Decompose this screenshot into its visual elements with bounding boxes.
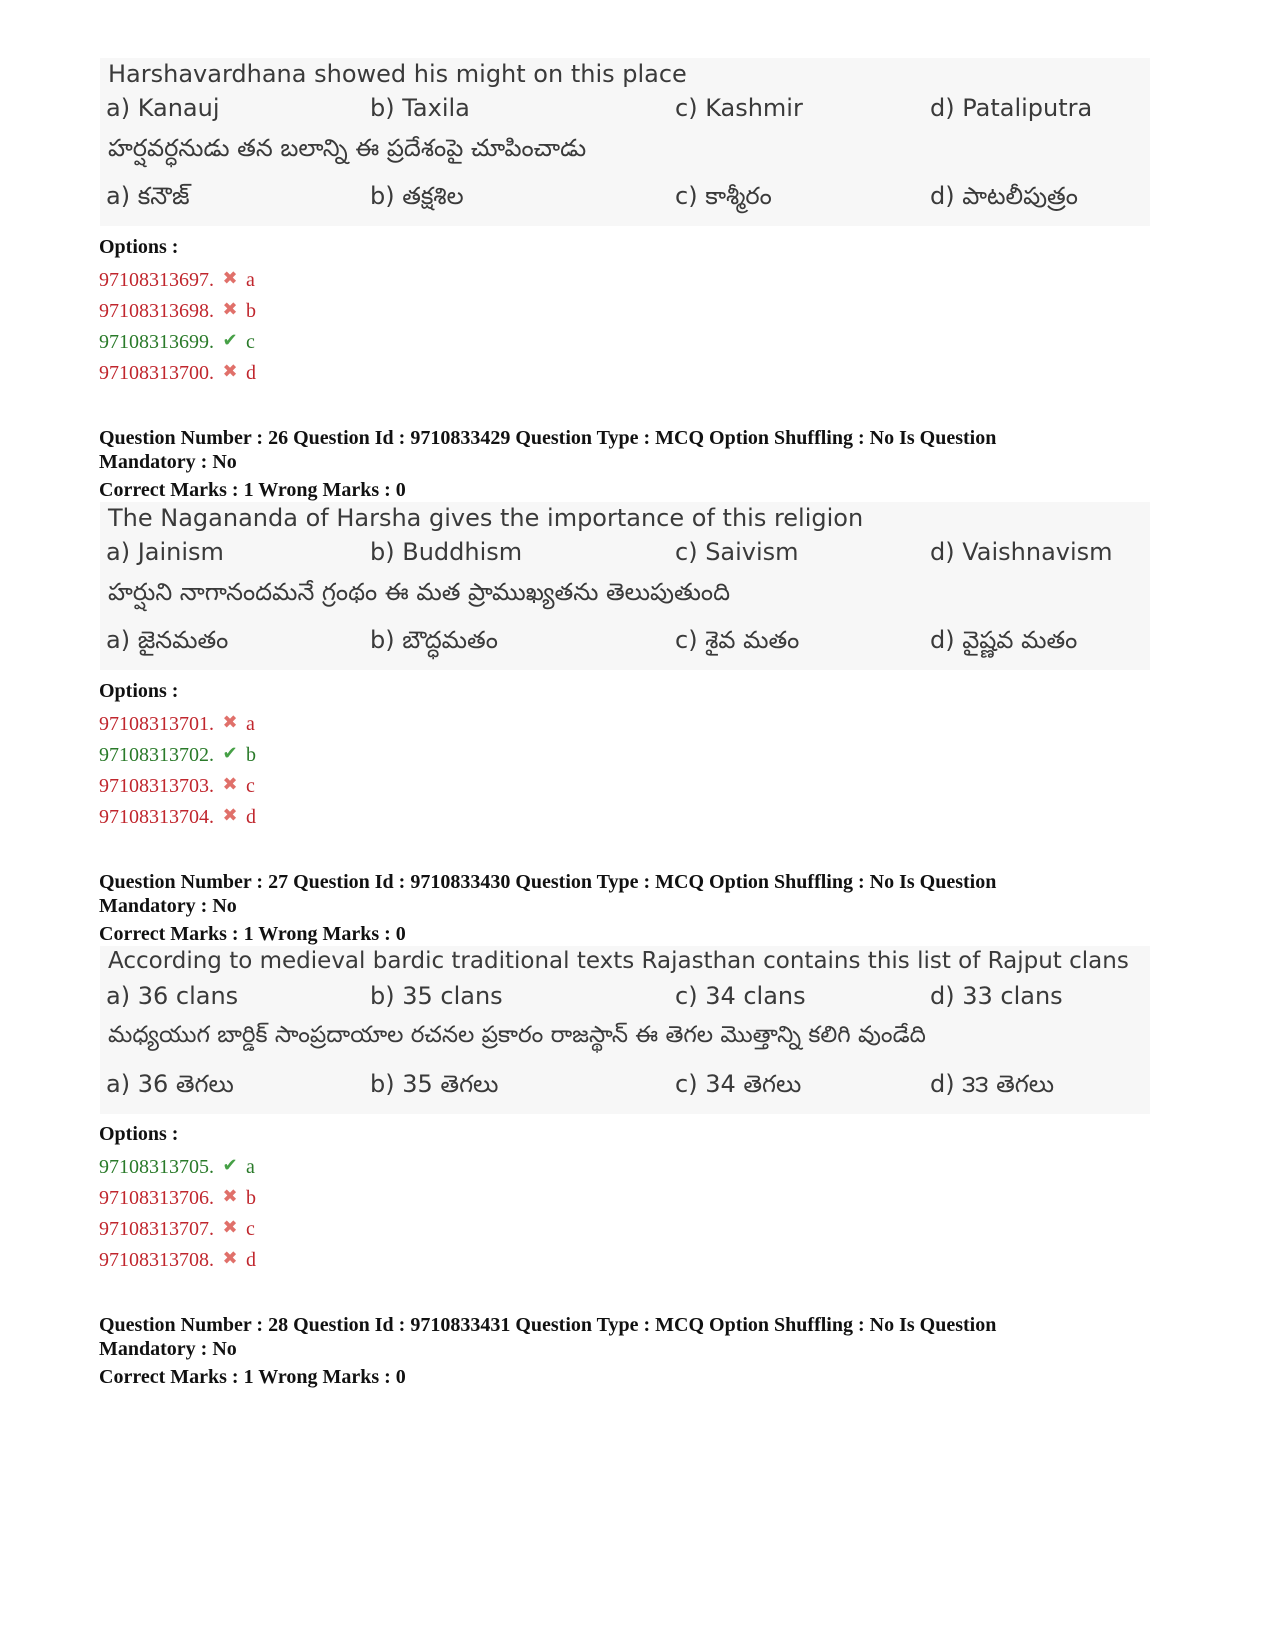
question-stem-telugu: హర్షవర్ధనుడు తన బలాన్ని ఈ ప్రదేశంపై చూపించాడు [108, 134, 587, 162]
question-stem-telugu: మధ్యయుగ బార్డిక్ సాంప్రదాయాల రచనల ప్రకారం రాజస్థాన్ ఈ తెగల మొత్తాన్ని కలిగి వుండేది [108, 1022, 926, 1048]
cross-mark-icon: ✖ [222, 805, 238, 825]
options-label: Options : [99, 680, 179, 702]
option-row [99, 1153, 255, 1179]
cross-mark-icon: ✖ [222, 268, 238, 288]
question-marks: Correct Marks : 1 Wrong Marks : 0 [99, 923, 406, 945]
option-english-b: b) 35 clans [370, 982, 503, 1010]
option-row [99, 741, 256, 767]
option-english-d: d) Pataliputra [930, 94, 1093, 122]
option-row [99, 1184, 256, 1210]
option-telugu-b: b) 35 తెగలు [370, 1070, 499, 1098]
check-mark-icon: ✔ [222, 330, 238, 350]
option-english-c: c) 34 clans [675, 982, 806, 1010]
option-id: 97108313705. [99, 1156, 214, 1178]
question-header-mandatory: Mandatory : No [99, 895, 237, 917]
cross-mark-icon: ✖ [222, 1217, 238, 1237]
option-row [99, 803, 256, 829]
option-letter: c [246, 1218, 255, 1240]
option-letter: b [246, 744, 256, 766]
option-telugu-d: d) పాటలీపుత్రం [930, 182, 1078, 210]
question-image [100, 946, 1150, 1114]
option-row [99, 1246, 256, 1272]
option-english-b: b) Buddhism [370, 538, 523, 566]
option-id: 97108313699. [99, 331, 214, 353]
option-telugu-a: a) జైనమతం [106, 626, 229, 654]
option-telugu-c: c) 34 తెగలు [675, 1070, 802, 1098]
option-english-d: d) 33 clans [930, 982, 1063, 1010]
option-english-a: a) Jainism [106, 538, 224, 566]
cross-mark-icon: ✖ [222, 1248, 238, 1268]
option-telugu-a: a) కనౌజ్ [106, 182, 190, 210]
question-stem-english: The Nagananda of Harsha gives the importance of this religion [108, 504, 864, 532]
option-id: 97108313704. [99, 806, 214, 828]
option-telugu-d: d) ౩౩ తెగలు [930, 1070, 1055, 1098]
question-image [100, 58, 1150, 226]
option-id: 97108313707. [99, 1218, 214, 1240]
cross-mark-icon: ✖ [222, 712, 238, 732]
cross-mark-icon: ✖ [222, 1186, 238, 1206]
option-id: 97108313697. [99, 269, 214, 291]
option-telugu-c: c) కాశ్మీరం [675, 182, 772, 210]
question-marks: Correct Marks : 1 Wrong Marks : 0 [99, 1366, 406, 1388]
option-row [99, 772, 255, 798]
question-header: Question Number : 27 Question Id : 9710833430 Question Type : MCQ Option Shuffling : No Is Question [99, 871, 997, 893]
option-telugu-b: b) తక్షశిల [370, 182, 464, 210]
option-letter: d [246, 1249, 256, 1271]
option-row [99, 297, 256, 323]
question-image [100, 502, 1150, 670]
question-stem-telugu: హర్షుని నాగానందమనే గ్రంథం ఈ మత ప్రాముఖ్యతను తెలుపుతుంది [108, 578, 731, 606]
question-stem-english: Harshavardhana showed his might on this place [108, 60, 687, 88]
option-telugu-c: c) శైవ మతం [675, 626, 800, 654]
option-telugu-d: d) వైష్ణవ మతం [930, 626, 1078, 654]
option-letter: a [246, 1156, 255, 1178]
option-english-d: d) Vaishnavism [930, 538, 1113, 566]
check-mark-icon: ✔ [222, 743, 238, 763]
check-mark-icon: ✔ [222, 1155, 238, 1175]
option-row [99, 328, 255, 354]
question-marks: Correct Marks : 1 Wrong Marks : 0 [99, 479, 406, 501]
question-header: Question Number : 26 Question Id : 9710833429 Question Type : MCQ Option Shuffling : No Is Question [99, 427, 997, 449]
option-english-b: b) Taxila [370, 94, 470, 122]
option-letter: d [246, 362, 256, 384]
option-row [99, 359, 256, 385]
option-letter: a [246, 713, 255, 735]
option-letter: c [246, 331, 255, 353]
option-id: 97108313700. [99, 362, 214, 384]
question-header: Question Number : 28 Question Id : 9710833431 Question Type : MCQ Option Shuffling : No Is Question [99, 1314, 997, 1336]
option-id: 97108313708. [99, 1249, 214, 1271]
option-english-a: a) Kanauj [106, 94, 220, 122]
cross-mark-icon: ✖ [222, 361, 238, 381]
option-letter: c [246, 775, 255, 797]
cross-mark-icon: ✖ [222, 299, 238, 319]
option-id: 97108313703. [99, 775, 214, 797]
option-english-a: a) 36 clans [106, 982, 239, 1010]
option-id: 97108313701. [99, 713, 214, 735]
question-stem-english: According to medieval bardic traditional texts Rajasthan contains this list of Rajput clans [108, 948, 1129, 974]
option-english-c: c) Kashmir [675, 94, 803, 122]
options-label: Options : [99, 236, 179, 258]
option-telugu-a: a) 36 తెగలు [106, 1070, 234, 1098]
option-id: 97108313698. [99, 300, 214, 322]
option-id: 97108313706. [99, 1187, 214, 1209]
options-label: Options : [99, 1123, 179, 1145]
option-letter: b [246, 1187, 256, 1209]
question-header-mandatory: Mandatory : No [99, 1338, 237, 1360]
option-letter: b [246, 300, 256, 322]
option-letter: a [246, 269, 255, 291]
option-row [99, 266, 255, 292]
option-id: 97108313702. [99, 744, 214, 766]
question-header-mandatory: Mandatory : No [99, 451, 237, 473]
option-english-c: c) Saivism [675, 538, 799, 566]
option-row [99, 710, 255, 736]
option-row [99, 1215, 255, 1241]
option-letter: d [246, 806, 256, 828]
option-telugu-b: b) బౌద్ధమతం [370, 626, 498, 654]
cross-mark-icon: ✖ [222, 774, 238, 794]
